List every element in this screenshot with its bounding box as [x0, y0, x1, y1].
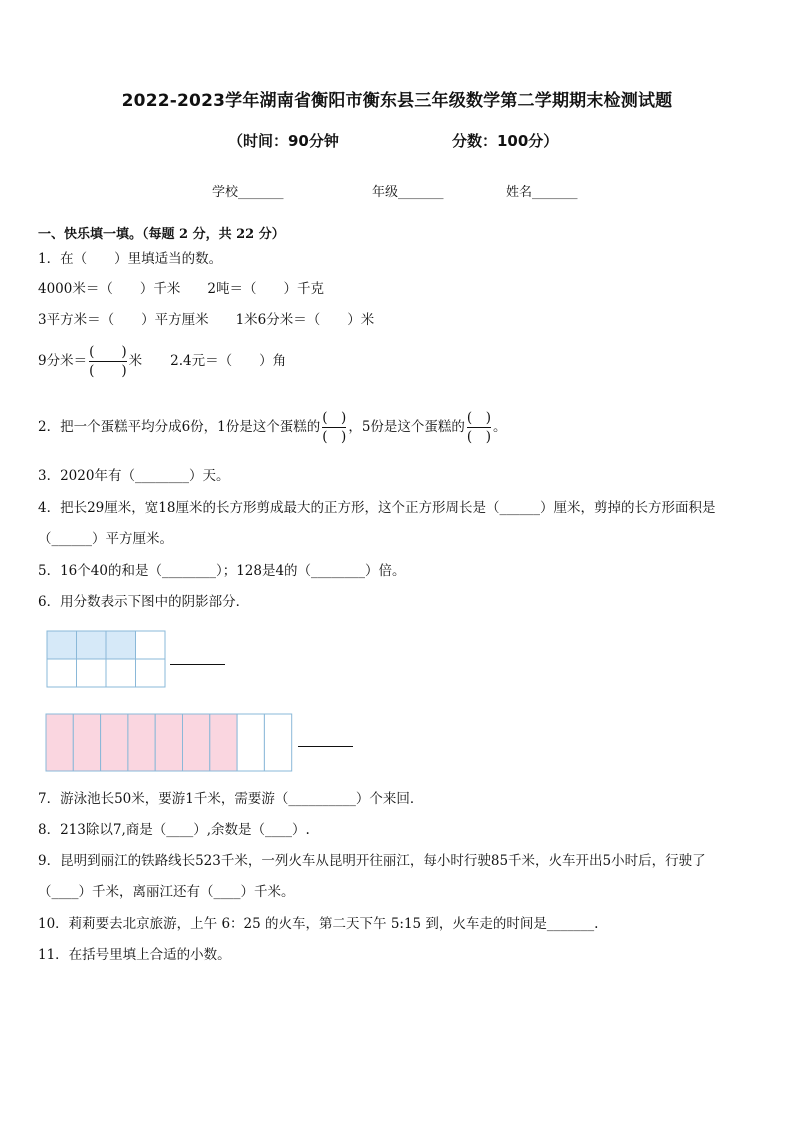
fraction-denominator: ( )	[466, 429, 491, 445]
answer-line-2	[298, 746, 353, 747]
q5: 5．16个40的和是（________）；128是4的（________）倍。	[38, 563, 406, 579]
shaded-cell	[101, 714, 128, 771]
name-field: 姓名_______	[506, 185, 578, 200]
q11: 11．在括号里填上合适的小数。	[38, 947, 231, 963]
empty-cell	[77, 659, 107, 687]
q1-fraction	[89, 344, 127, 379]
fraction-figure-1	[46, 630, 168, 690]
q1-row3	[38, 344, 286, 379]
q6-stem: 6．用分数表示下图中的阴影部分．	[38, 594, 250, 610]
empty-cell	[106, 659, 136, 687]
shaded-cell	[46, 714, 73, 771]
fraction-numerator: ( )	[89, 344, 127, 360]
q7: 7．游泳池长50米，要游1千米，需要游（__________）个来回．	[38, 791, 424, 807]
answer-line-1	[170, 664, 225, 665]
school-field: 学校_______	[212, 185, 284, 200]
q1-row2: 3平方米＝（ ）平方厘米 1米6分米＝（ ）米	[38, 312, 375, 328]
q2-part1: 2．把一个蛋糕平均分成6份，1份是这个蛋糕的	[38, 419, 321, 435]
q1-row3-unit: 米	[128, 353, 143, 369]
fraction-denominator: ( )	[89, 363, 127, 379]
shaded-cell	[73, 714, 100, 771]
fraction-bar	[322, 427, 346, 428]
q2-part3: 。	[492, 419, 507, 435]
fraction-denominator: ( )	[322, 429, 347, 445]
q9-line1: 9．昆明到丽江的铁路线长523千米，一列火车从昆明开往丽江，每小时行驶85千米，火车开出5小时后，行驶了	[38, 853, 706, 869]
fraction-numerator: ( )	[322, 410, 347, 426]
fraction-bar	[467, 427, 491, 428]
q3: 3．2020年有（________）天。	[38, 468, 230, 484]
page-title: 2022-2023学年湖南省衡阳市衡东县三年级数学第二学期期末检测试题	[121, 91, 673, 111]
time-label: （时间：90分钟	[228, 132, 339, 150]
empty-cell	[136, 659, 166, 687]
empty-cell	[237, 714, 264, 771]
q1-stem: 1．在（ ）里填适当的数。	[38, 251, 223, 267]
shaded-cell	[128, 714, 155, 771]
q2-fraction-2	[467, 410, 491, 445]
empty-cell	[264, 714, 291, 771]
q8: 8．213除以7,商是（____）,余数是（____）.	[38, 822, 310, 838]
q4-line2: （______）平方厘米。	[38, 531, 173, 547]
grade-field: 年级_______	[372, 185, 444, 200]
shaded-cell	[155, 714, 182, 771]
q2-fraction-1	[322, 410, 346, 445]
fraction-numerator: ( )	[466, 410, 491, 426]
shaded-cell	[47, 631, 77, 659]
shaded-cell	[183, 714, 210, 771]
shaded-cell	[106, 631, 136, 659]
empty-cell	[136, 631, 166, 659]
score-label: 分数：100分）	[452, 132, 559, 150]
q2-part2: ，5份是这个蛋糕的	[348, 419, 465, 435]
fraction-figure-2	[45, 713, 293, 773]
q1-row3-right: 2.4元＝（ ）角	[170, 353, 287, 369]
q9-line2: （____）千米，离丽江还有（____）千米。	[38, 884, 295, 900]
empty-cell	[47, 659, 77, 687]
q2	[38, 410, 506, 445]
fraction-bar	[89, 361, 127, 362]
section-heading: 一、快乐填一填。（每题 2 分，共 22 分）	[38, 227, 285, 242]
q1-row1: 4000米＝（ ）千米 2吨＝（ ）千克	[38, 281, 324, 297]
shaded-cell	[77, 631, 107, 659]
q4-line1: 4．把长29厘米，宽18厘米的长方形剪成最大的正方形，这个正方形周长是（______）厘米，剪掉的长方形面积是	[38, 500, 716, 516]
shaded-cell	[210, 714, 237, 771]
q1-row3-left: 9分米＝	[38, 353, 88, 369]
q10: 10．莉莉要去北京旅游，上午 6：25 的火车，第二天下午 5:15 到，火车走的时间是_______.	[38, 916, 599, 932]
